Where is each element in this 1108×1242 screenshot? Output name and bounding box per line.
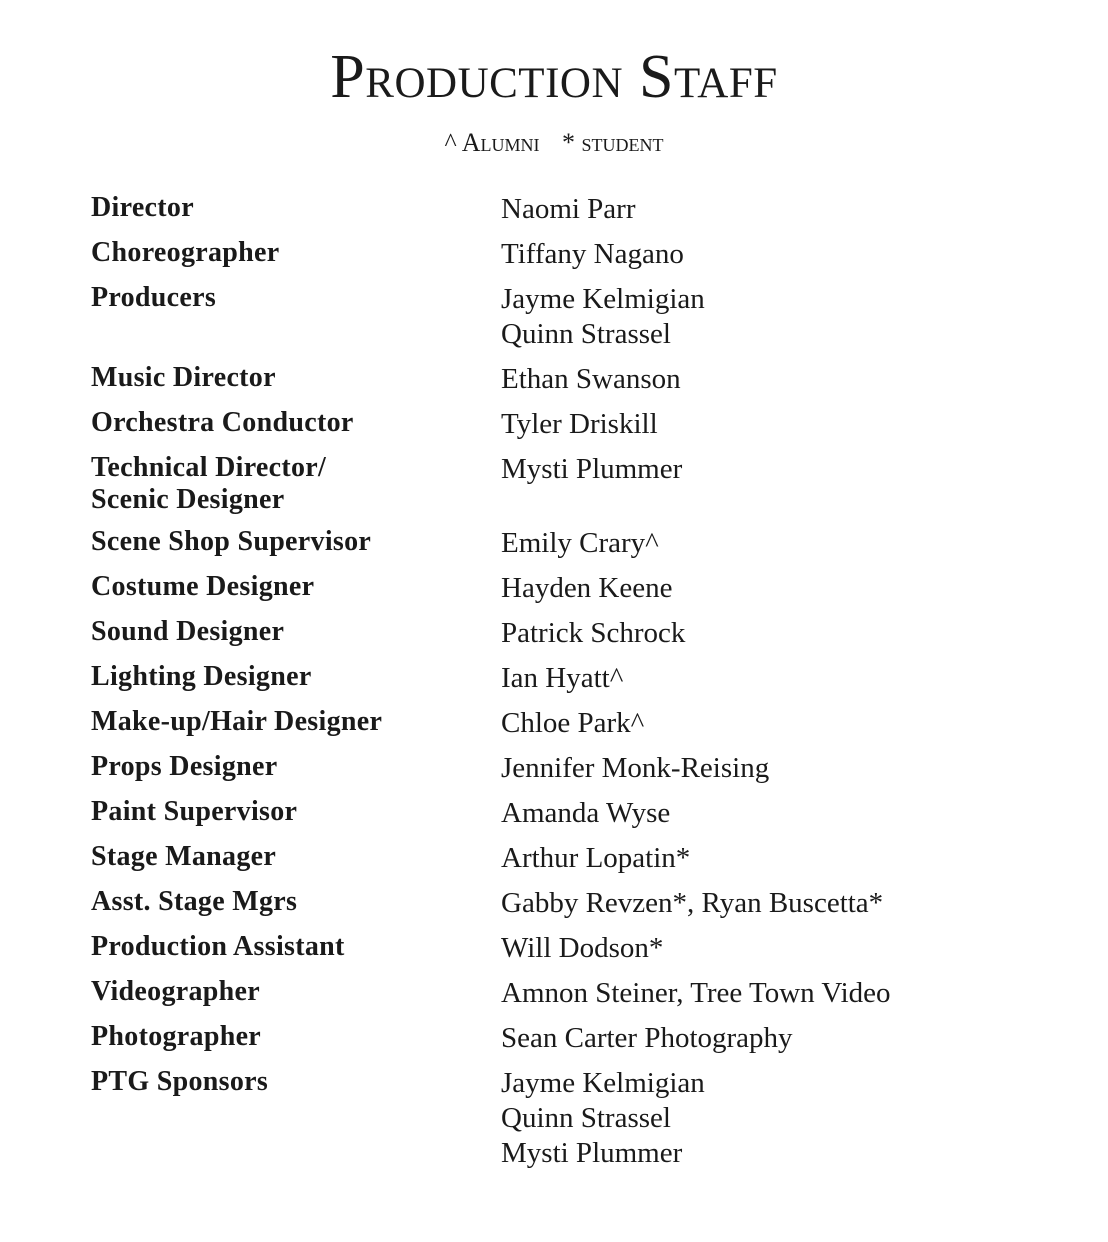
staff-name: Mysti Plummer: [501, 453, 683, 485]
staff-names: [501, 886, 1051, 921]
staff-names: [501, 751, 1051, 786]
staff-name: Ethan Swanson: [501, 363, 681, 395]
staff-row: [91, 237, 1051, 272]
staff-name: Tiffany Nagano: [501, 238, 684, 270]
staff-row: [91, 931, 1051, 966]
staff-name: Will Dodson*: [501, 932, 664, 964]
staff-names: [501, 192, 1051, 227]
staff-row: [91, 886, 1051, 921]
staff-role: PTG Sponsors: [91, 1066, 269, 1097]
staff-role: Lighting Designer: [91, 661, 312, 692]
staff-row: [91, 976, 1051, 1011]
staff-name: Naomi Parr: [501, 193, 636, 225]
staff-name: Gabby Revzen*, Ryan Buscetta*: [501, 887, 884, 919]
staff-row: [91, 1066, 1051, 1171]
staff-role: Director: [91, 192, 194, 223]
staff-row: [91, 616, 1051, 651]
staff-row: [91, 796, 1051, 831]
staff-name: Hayden Keene: [501, 572, 673, 604]
staff-name: Amnon Steiner, Tree Town Video: [501, 977, 891, 1009]
staff-name: Jayme Kelmigian: [501, 1067, 705, 1099]
staff-names: [501, 571, 1051, 606]
staff-name: Arthur Lopatin*: [501, 842, 691, 874]
staff-role: Costume Designer: [91, 571, 315, 602]
staff-names: [501, 706, 1051, 741]
staff-list: [91, 192, 1051, 1181]
staff-row: [91, 407, 1051, 442]
legend-alumni: ^ Alumni: [444, 128, 540, 157]
staff-role: Asst. Stage Mgrs: [91, 886, 298, 917]
staff-names: [501, 452, 1051, 487]
staff-name: Sean Carter Photography: [501, 1022, 793, 1054]
staff-name: Amanda Wyse: [501, 797, 671, 829]
staff-row: [91, 282, 1051, 352]
staff-names: [501, 362, 1051, 397]
staff-name: Quinn Strassel: [501, 318, 671, 350]
legend-student: * student: [562, 128, 664, 157]
staff-row: [91, 841, 1051, 876]
staff-names: [501, 1021, 1051, 1056]
staff-names: [501, 841, 1051, 876]
staff-names: [501, 931, 1051, 966]
staff-row: [91, 661, 1051, 696]
staff-row: [91, 192, 1051, 227]
staff-role: Technical Director/ Scenic Designer: [91, 452, 327, 515]
staff-names: [501, 237, 1051, 272]
staff-name: Emily Crary^: [501, 527, 659, 559]
staff-row: [91, 706, 1051, 741]
staff-role: Producers: [91, 282, 217, 313]
staff-name: Ian Hyatt^: [501, 662, 624, 694]
staff-role: Choreographer: [91, 237, 280, 268]
staff-role: Videographer: [91, 976, 260, 1007]
staff-row: [91, 452, 1051, 516]
staff-role: Orchestra Conductor: [91, 407, 354, 438]
staff-role: Music Director: [91, 362, 276, 393]
staff-row: [91, 362, 1051, 397]
staff-names: [501, 1066, 1051, 1171]
staff-role: Props Designer: [91, 751, 278, 782]
staff-role: Paint Supervisor: [91, 796, 298, 827]
staff-row: [91, 1021, 1051, 1056]
staff-name: Chloe Park^: [501, 707, 645, 739]
staff-name: Mysti Plummer: [501, 1137, 683, 1169]
staff-names: [501, 616, 1051, 651]
staff-role: Sound Designer: [91, 616, 285, 647]
staff-role: Stage Manager: [91, 841, 277, 872]
staff-name: Quinn Strassel: [501, 1102, 671, 1134]
staff-names: [501, 407, 1051, 442]
staff-role: Production Assistant: [91, 931, 345, 962]
staff-row: [91, 526, 1051, 561]
staff-name: Patrick Schrock: [501, 617, 686, 649]
staff-names: [501, 526, 1051, 561]
staff-name: Jayme Kelmigian: [501, 283, 705, 315]
staff-names: [501, 976, 1051, 1011]
staff-role: Scene Shop Supervisor: [91, 526, 372, 557]
legend: [0, 127, 1108, 158]
staff-names: [501, 796, 1051, 831]
staff-names: [501, 282, 1051, 352]
staff-names: [501, 661, 1051, 696]
staff-role: Photographer: [91, 1021, 262, 1052]
staff-name: Tyler Driskill: [501, 408, 658, 440]
staff-role: Make-up/Hair Designer: [91, 706, 383, 737]
staff-name: Jennifer Monk-Reising: [501, 752, 770, 784]
staff-row: [91, 571, 1051, 606]
page-title: Production Staff: [330, 43, 778, 111]
staff-row: [91, 751, 1051, 786]
